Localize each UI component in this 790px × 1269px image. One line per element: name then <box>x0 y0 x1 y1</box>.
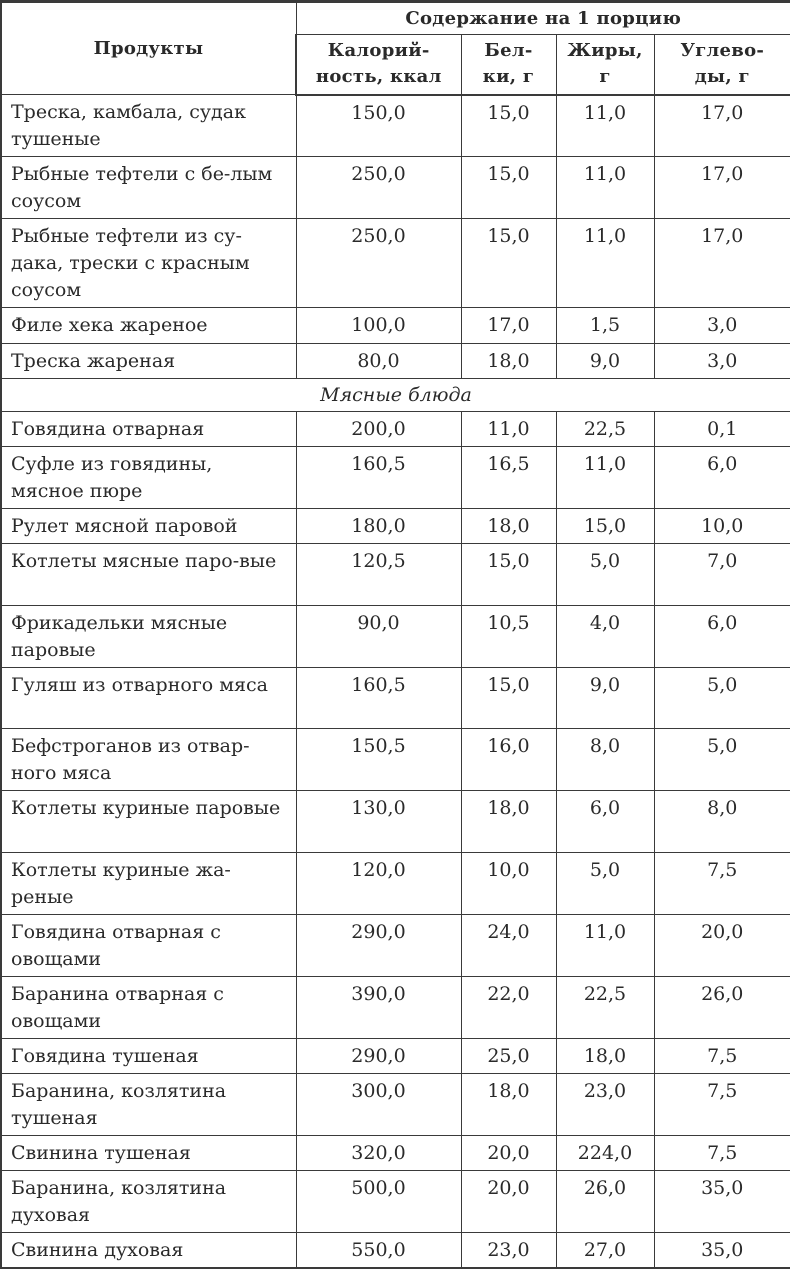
carbs-cell: 8,0 <box>654 791 790 853</box>
calories-cell: 250,0 <box>296 219 461 308</box>
calories-cell: 120,0 <box>296 853 461 915</box>
header-fat <box>556 35 654 95</box>
carbs-cell: 5,0 <box>654 668 790 729</box>
protein-cell: 11,0 <box>461 412 556 447</box>
table-row <box>1 308 790 344</box>
protein-cell: 18,0 <box>461 344 556 379</box>
product-name: Котлеты мясные паро-вые <box>1 544 296 606</box>
carbs-cell: 7,5 <box>654 1039 790 1074</box>
calories-cell: 550,0 <box>296 1233 461 1269</box>
carbs-cell: 7,5 <box>654 853 790 915</box>
calories-cell: 100,0 <box>296 308 461 344</box>
table-row <box>1 95 790 157</box>
fat-cell: 5,0 <box>556 544 654 606</box>
calories-cell: 500,0 <box>296 1171 461 1233</box>
table-row <box>1 791 790 853</box>
product-name: Фрикадельки мясные паровые <box>1 606 296 668</box>
carbs-cell: 6,0 <box>654 606 790 668</box>
protein-cell: 18,0 <box>461 509 556 544</box>
product-name: Свинина духовая <box>1 1233 296 1269</box>
product-name: Баранина, козлятина духовая <box>1 1171 296 1233</box>
fat-cell: 27,0 <box>556 1233 654 1269</box>
table-row <box>1 977 790 1039</box>
carbs-cell: 0,1 <box>654 412 790 447</box>
carbs-cell: 35,0 <box>654 1233 790 1269</box>
table-body <box>1 95 790 1269</box>
protein-cell: 15,0 <box>461 668 556 729</box>
fat-cell: 9,0 <box>556 668 654 729</box>
calories-cell: 160,5 <box>296 447 461 509</box>
table-row <box>1 668 790 729</box>
carbs-cell: 26,0 <box>654 977 790 1039</box>
table-row <box>1 915 790 977</box>
fat-cell: 11,0 <box>556 447 654 509</box>
table-row <box>1 729 790 791</box>
calories-cell: 150,5 <box>296 729 461 791</box>
product-name: Рыбные тефтели из су-дака, трески с красным соусом <box>1 219 296 308</box>
table-row <box>1 344 790 379</box>
product-name: Котлеты куриные жа-реные <box>1 853 296 915</box>
carbs-cell: 6,0 <box>654 447 790 509</box>
protein-cell: 20,0 <box>461 1171 556 1233</box>
fat-cell: 15,0 <box>556 509 654 544</box>
product-name: Котлеты куриные паровые <box>1 791 296 853</box>
carbs-cell: 10,0 <box>654 509 790 544</box>
product-name: Рыбные тефтели с бе-лым соусом <box>1 157 296 219</box>
fat-cell: 23,0 <box>556 1074 654 1136</box>
table-row <box>1 606 790 668</box>
product-name: Треска жареная <box>1 344 296 379</box>
table-row <box>1 1136 790 1171</box>
protein-cell: 15,0 <box>461 544 556 606</box>
protein-cell: 24,0 <box>461 915 556 977</box>
table-row <box>1 412 790 447</box>
product-name: Свинина тушеная <box>1 1136 296 1171</box>
calories-cell: 320,0 <box>296 1136 461 1171</box>
carbs-cell: 17,0 <box>654 219 790 308</box>
fat-cell: 5,0 <box>556 853 654 915</box>
protein-cell: 18,0 <box>461 1074 556 1136</box>
calories-cell: 130,0 <box>296 791 461 853</box>
calories-cell: 90,0 <box>296 606 461 668</box>
carbs-cell: 17,0 <box>654 157 790 219</box>
protein-cell: 15,0 <box>461 219 556 308</box>
table-row <box>1 219 790 308</box>
carbs-cell: 35,0 <box>654 1171 790 1233</box>
header-protein-label: Бел- ки, г <box>482 40 535 88</box>
protein-cell: 16,5 <box>461 447 556 509</box>
table-row <box>1 157 790 219</box>
fat-cell: 6,0 <box>556 791 654 853</box>
carbs-cell: 7,5 <box>654 1136 790 1171</box>
table-row <box>1 1074 790 1136</box>
carbs-cell: 20,0 <box>654 915 790 977</box>
calories-cell: 120,5 <box>296 544 461 606</box>
table-row <box>1 1039 790 1074</box>
carbs-cell: 3,0 <box>654 344 790 379</box>
calories-cell: 200,0 <box>296 412 461 447</box>
header-content-per-portion: Содержание на 1 порцию <box>296 2 790 35</box>
calories-cell: 250,0 <box>296 157 461 219</box>
product-name: Баранина, козлятина тушеная <box>1 1074 296 1136</box>
fat-cell: 1,5 <box>556 308 654 344</box>
product-name: Бефстроганов из отвар-ного мяса <box>1 729 296 791</box>
carbs-cell: 7,5 <box>654 1074 790 1136</box>
calories-cell: 390,0 <box>296 977 461 1039</box>
calories-cell: 160,5 <box>296 668 461 729</box>
protein-cell: 16,0 <box>461 729 556 791</box>
carbs-cell: 17,0 <box>654 95 790 157</box>
fat-cell: 18,0 <box>556 1039 654 1074</box>
table-row <box>1 853 790 915</box>
table-row <box>1 447 790 509</box>
protein-cell: 20,0 <box>461 1136 556 1171</box>
product-name: Говядина отварная с овощами <box>1 915 296 977</box>
fat-cell: 11,0 <box>556 219 654 308</box>
carbs-cell: 5,0 <box>654 729 790 791</box>
product-name: Говядина отварная <box>1 412 296 447</box>
fat-cell: 8,0 <box>556 729 654 791</box>
fat-cell: 224,0 <box>556 1136 654 1171</box>
calories-cell: 150,0 <box>296 95 461 157</box>
fat-cell: 22,5 <box>556 977 654 1039</box>
calories-cell: 290,0 <box>296 915 461 977</box>
carbs-cell: 3,0 <box>654 308 790 344</box>
calories-cell: 180,0 <box>296 509 461 544</box>
carbs-cell: 7,0 <box>654 544 790 606</box>
table-row <box>1 1233 790 1269</box>
product-name: Филе хека жареное <box>1 308 296 344</box>
fat-cell: 4,0 <box>556 606 654 668</box>
fat-cell: 11,0 <box>556 95 654 157</box>
protein-cell: 15,0 <box>461 95 556 157</box>
protein-cell: 18,0 <box>461 791 556 853</box>
header-products: Продукты <box>1 2 296 95</box>
table-row <box>1 544 790 606</box>
header-fat-label: Жиры, г <box>567 40 643 88</box>
protein-cell: 25,0 <box>461 1039 556 1074</box>
product-name: Треска, камбала, судак тушеные <box>1 95 296 157</box>
fat-cell: 11,0 <box>556 157 654 219</box>
header-carbs-label: Углево- ды, г <box>680 40 765 88</box>
header-calories-label: Калорий- ность, ккал <box>315 40 442 88</box>
fat-cell: 22,5 <box>556 412 654 447</box>
protein-cell: 10,0 <box>461 853 556 915</box>
table-row <box>1 1171 790 1233</box>
protein-cell: 10,5 <box>461 606 556 668</box>
product-name: Баранина отварная с овощами <box>1 977 296 1039</box>
section-row <box>1 379 790 412</box>
fat-cell: 9,0 <box>556 344 654 379</box>
header-protein <box>461 35 556 95</box>
product-name: Гуляш из отварного мяса <box>1 668 296 729</box>
product-name: Говядина тушеная <box>1 1039 296 1074</box>
product-name: Суфле из говядины, мясное пюре <box>1 447 296 509</box>
protein-cell: 15,0 <box>461 157 556 219</box>
protein-cell: 23,0 <box>461 1233 556 1269</box>
protein-cell: 17,0 <box>461 308 556 344</box>
fat-cell: 26,0 <box>556 1171 654 1233</box>
table-row <box>1 509 790 544</box>
header-carbs <box>654 35 790 95</box>
section-title: Мясные блюда <box>1 379 790 412</box>
calories-cell: 290,0 <box>296 1039 461 1074</box>
protein-cell: 22,0 <box>461 977 556 1039</box>
fat-cell: 11,0 <box>556 915 654 977</box>
product-name: Рулет мясной паровой <box>1 509 296 544</box>
calories-cell: 300,0 <box>296 1074 461 1136</box>
calories-cell: 80,0 <box>296 344 461 379</box>
header-calories <box>296 35 461 95</box>
